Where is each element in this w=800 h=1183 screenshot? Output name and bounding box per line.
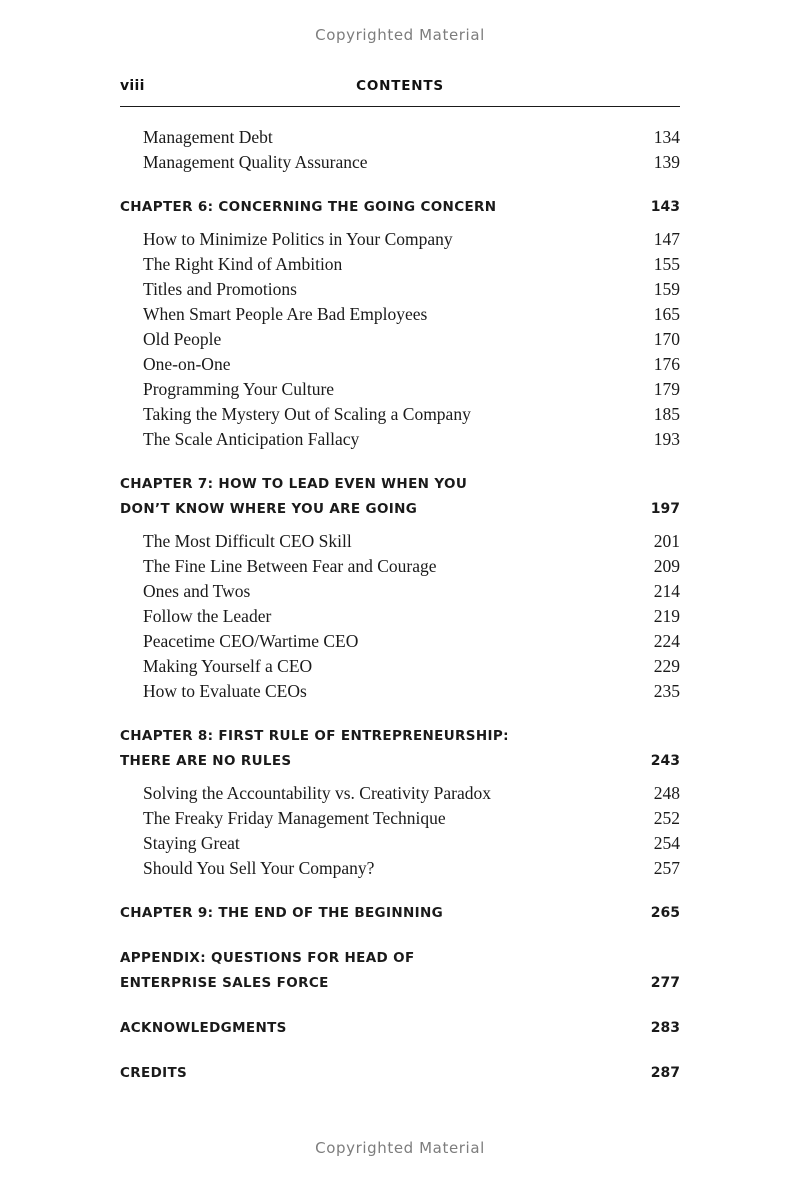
toc-entry-page-number: 257 bbox=[653, 858, 680, 878]
toc-entry-page-number: 229 bbox=[653, 656, 680, 676]
toc-entry-label: How to Minimize Politics in Your Company bbox=[143, 229, 453, 249]
toc-entry-page-number: 170 bbox=[653, 329, 680, 349]
toc-entry-page-number: 214 bbox=[653, 581, 680, 601]
toc-entry-label: Taking the Mystery Out of Scaling a Company bbox=[143, 404, 471, 424]
toc-entry-page-number: 143 bbox=[650, 199, 680, 215]
toc-section-entry[interactable] bbox=[120, 781, 680, 806]
toc-section-entry[interactable] bbox=[120, 277, 680, 302]
toc-chapter-entry[interactable] bbox=[120, 971, 680, 996]
toc-entry-label: Management Debt bbox=[143, 127, 273, 147]
toc-block-spacer bbox=[120, 926, 680, 946]
toc-entry-page-number: 224 bbox=[653, 631, 680, 651]
page-folio: viii bbox=[120, 78, 145, 94]
toc-entry-label: Solving the Accountability vs. Creativity Paradox bbox=[143, 783, 492, 803]
toc-block-spacer bbox=[120, 996, 680, 1016]
toc-chapter-entry[interactable] bbox=[120, 497, 680, 522]
toc-entry-label: When Smart People Are Bad Employees bbox=[143, 304, 428, 324]
page-title: CONTENTS bbox=[356, 78, 444, 94]
toc-entry-label: The Right Kind of Ambition bbox=[143, 254, 343, 274]
toc-chapter-entry[interactable] bbox=[120, 1016, 680, 1041]
toc-entry-spacer bbox=[120, 774, 680, 781]
toc-entry-page-number: 235 bbox=[653, 681, 680, 701]
toc-chapter-entry[interactable] bbox=[120, 472, 680, 497]
toc-entry-page-number: 193 bbox=[653, 429, 680, 449]
toc-section-entry[interactable] bbox=[120, 831, 680, 856]
toc-entry-page-number: 283 bbox=[650, 1020, 680, 1036]
toc-entry-page-number: 277 bbox=[650, 975, 680, 991]
toc-entry-page-number: 134 bbox=[653, 127, 680, 147]
toc-entry-label: ENTERPRISE SALES FORCE bbox=[120, 975, 329, 991]
toc-block-spacer bbox=[120, 175, 680, 195]
toc-section-entry[interactable] bbox=[120, 579, 680, 604]
toc-entry-label: Programming Your Culture bbox=[143, 379, 335, 399]
toc-section-entry[interactable] bbox=[120, 856, 680, 881]
toc-section-entry[interactable] bbox=[120, 554, 680, 579]
toc-entry-label: How to Evaluate CEOs bbox=[143, 681, 307, 701]
toc-section-entry[interactable] bbox=[120, 629, 680, 654]
toc-section-entry[interactable] bbox=[120, 227, 680, 252]
toc-chapter-entry[interactable] bbox=[120, 724, 680, 749]
toc-entry-label: DON’T KNOW WHERE YOU ARE GOING bbox=[120, 501, 418, 517]
copyright-watermark-bottom: Copyrighted Material bbox=[315, 1139, 485, 1157]
toc-section-entry[interactable] bbox=[120, 679, 680, 704]
toc-entry-page-number: 201 bbox=[653, 531, 680, 551]
toc-entry-label: Making Yourself a CEO bbox=[143, 656, 313, 676]
toc-entry-label: CHAPTER 8: FIRST RULE OF ENTREPRENEURSHIP: bbox=[120, 728, 509, 744]
toc-section-entry[interactable] bbox=[120, 529, 680, 554]
toc-entry-page-number: 254 bbox=[653, 833, 680, 853]
toc-entry-page-number: 287 bbox=[650, 1065, 680, 1081]
toc-section-entry[interactable] bbox=[120, 327, 680, 352]
toc-block-spacer bbox=[120, 881, 680, 901]
toc-entry-label: ACKNOWLEDGMENTS bbox=[120, 1020, 287, 1036]
toc-entry-label: Titles and Promotions bbox=[143, 279, 297, 299]
toc-entry-page-number: 159 bbox=[653, 279, 680, 299]
toc-entry-page-number: 248 bbox=[653, 783, 680, 803]
toc-entry-spacer bbox=[120, 522, 680, 529]
toc-entry-page-number: 179 bbox=[653, 379, 680, 399]
toc-section-entry[interactable] bbox=[120, 352, 680, 377]
toc-entry-label: Staying Great bbox=[143, 833, 240, 853]
toc-entry-page-number: 139 bbox=[653, 152, 680, 172]
toc-section-entry[interactable] bbox=[120, 125, 680, 150]
toc-entry-page-number: 209 bbox=[653, 556, 680, 576]
toc-chapter-entry[interactable] bbox=[120, 1061, 680, 1086]
toc-entry-label: THERE ARE NO RULES bbox=[120, 753, 292, 769]
toc-entry-label: The Scale Anticipation Fallacy bbox=[143, 429, 360, 449]
table-of-contents bbox=[120, 125, 680, 1086]
toc-entry-label: The Most Difficult CEO Skill bbox=[143, 531, 352, 551]
toc-entry-label: Management Quality Assurance bbox=[143, 152, 368, 172]
toc-chapter-entry[interactable] bbox=[120, 946, 680, 971]
toc-chapter-entry[interactable] bbox=[120, 195, 680, 220]
toc-section-entry[interactable] bbox=[120, 377, 680, 402]
toc-section-entry[interactable] bbox=[120, 654, 680, 679]
running-head bbox=[120, 78, 680, 106]
toc-section-entry[interactable] bbox=[120, 252, 680, 277]
toc-section-entry[interactable] bbox=[120, 302, 680, 327]
toc-section-entry[interactable] bbox=[120, 806, 680, 831]
toc-section-entry[interactable] bbox=[120, 402, 680, 427]
toc-entry-label: APPENDIX: QUESTIONS FOR HEAD OF bbox=[120, 950, 415, 966]
header-divider bbox=[120, 106, 680, 107]
toc-entry-page-number: 197 bbox=[650, 501, 680, 517]
toc-block-spacer bbox=[120, 704, 680, 724]
toc-entry-page-number: 176 bbox=[653, 354, 680, 374]
toc-entry-spacer bbox=[120, 220, 680, 227]
toc-section-entry[interactable] bbox=[120, 150, 680, 175]
toc-section-entry[interactable] bbox=[120, 427, 680, 452]
toc-chapter-entry[interactable] bbox=[120, 901, 680, 926]
toc-entry-label: The Freaky Friday Management Technique bbox=[143, 808, 446, 828]
toc-entry-label: CHAPTER 7: HOW TO LEAD EVEN WHEN YOU bbox=[120, 476, 468, 492]
toc-entry-page-number: 219 bbox=[653, 606, 680, 626]
toc-entry-page-number: 243 bbox=[650, 753, 680, 769]
toc-entry-label: Peacetime CEO/Wartime CEO bbox=[143, 631, 359, 651]
toc-entry-label: One-on-One bbox=[143, 354, 231, 374]
toc-chapter-entry[interactable] bbox=[120, 749, 680, 774]
toc-entry-label: The Fine Line Between Fear and Courage bbox=[143, 556, 437, 576]
toc-entry-label: CREDITS bbox=[120, 1065, 188, 1081]
toc-section-entry[interactable] bbox=[120, 604, 680, 629]
toc-entry-page-number: 252 bbox=[653, 808, 680, 828]
toc-entry-label: CHAPTER 6: CONCERNING THE GOING CONCERN bbox=[120, 199, 497, 215]
toc-entry-page-number: 185 bbox=[653, 404, 680, 424]
copyright-watermark-top: Copyrighted Material bbox=[315, 26, 485, 44]
toc-entry-page-number: 147 bbox=[653, 229, 680, 249]
toc-entry-label: Follow the Leader bbox=[143, 606, 272, 626]
toc-entry-label: Ones and Twos bbox=[143, 581, 251, 601]
toc-entry-page-number: 265 bbox=[650, 905, 680, 921]
toc-entry-label: CHAPTER 9: THE END OF THE BEGINNING bbox=[120, 905, 444, 921]
toc-entry-label: Old People bbox=[143, 329, 222, 349]
toc-block-spacer bbox=[120, 1041, 680, 1061]
toc-block-spacer bbox=[120, 452, 680, 472]
toc-entry-label: Should You Sell Your Company? bbox=[143, 858, 375, 878]
toc-entry-page-number: 165 bbox=[653, 304, 680, 324]
contents-body bbox=[120, 78, 680, 1086]
toc-entry-page-number: 155 bbox=[653, 254, 680, 274]
